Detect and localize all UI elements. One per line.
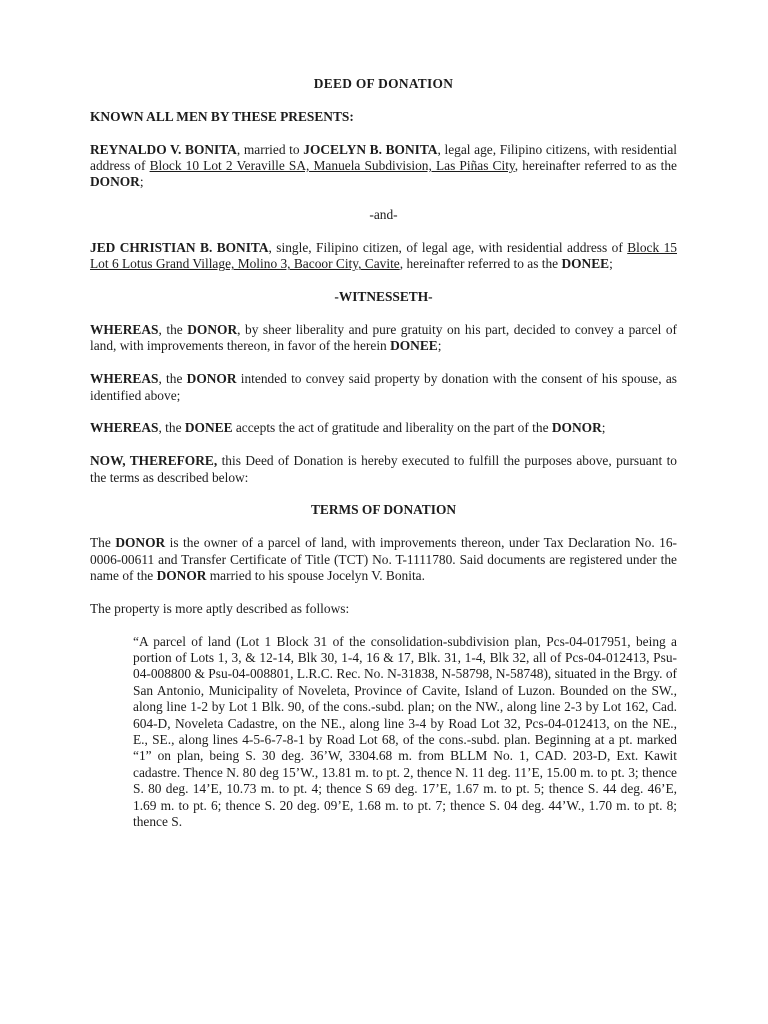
whereas-clause-2 bbox=[90, 371, 677, 404]
text-span: The bbox=[90, 535, 116, 551]
text-span: , the bbox=[158, 322, 188, 337]
donee-address: Block 15 Lot 6 Lotus Grand Village, Molino 3, Bacoor City, Cavite bbox=[90, 240, 677, 272]
donor-term: DONOR bbox=[187, 322, 238, 337]
donee-paragraph bbox=[90, 240, 677, 273]
spouse-name: JOCELYN B. BONITA bbox=[303, 141, 438, 157]
text-span: , the bbox=[158, 420, 185, 436]
document-title: DEED OF DONATION bbox=[313, 76, 454, 91]
text-span: married to his spouse Jocelyn V. Bonita. bbox=[206, 568, 425, 584]
donor-term: DONOR bbox=[156, 568, 207, 584]
text-span: this Deed of Donation is hereby executed to fulfill the purposes above, pursuant to the terms as described below: bbox=[90, 453, 678, 485]
witnesseth-heading: -WITNESSETH- bbox=[334, 289, 433, 305]
donor-term: DONOR bbox=[115, 535, 166, 551]
donor-role: DONOR bbox=[90, 174, 140, 190]
text-span: , single, Filipino citizen, of legal age, with residential address of bbox=[268, 240, 628, 255]
property-intro: The property is more aptly described as follows: bbox=[90, 600, 350, 616]
text-span: ; bbox=[609, 256, 613, 272]
property-description: “A parcel of land (Lot 1 Block 31 of the consolidation-subdivision plan, Pcs-04-017951, being a portion of Lots 1, 3, & 12-14, Blk 30, 1-4, 16 & 17, Blk. 31, 1-4, Blk 32, all of Pcs-04-012413, Psu-04-008800 & Psu-04-008801, L.R.C. Rec. No. N-31838, N-58798, N-58748), situated in the Brgy. of San Antonio, Municipality of Noveleta, Province of Cavite, Island of Luzon. Bounded on the SW., along line 1-2 by Lot 1 Blk. 90, of the cons.-subd. plan; on the NW., along line 2-3 by Lot 162, Cad. 604-D, Noveleta Cadastre, on the NE., along line 3-4 by Road Lot 32, Pcs-04-012413, on the NE., E., SE., along lines 4-5-6-7-8-1 by Road Lot 68, of the cons.-subd. plan. Beginning at a pt. marked “1” on plan, being S. 30 deg. 36’W, 3304.68 m. from BLLM No. 1, CAD. 203-D, Ext. Kawit cadastre. Thence N. 80 deg 15’W., 13.81 m. to pt. 2, thence N. 11 deg. 11’E, 15.00 m. to pt. 3; thence S. 80 deg. 14’E, 10.73 m. to pt. 4; thence S 69 deg. 17’E, 1.67 m. to pt. 5; thence S. 44 deg. 46’E, 1.69 m. to pt. 6; thence S. 20 deg. 09’E, 1.68 m. to pt. 7; thence S. 04 deg. 44’W., 1.70 m. to pt. 8; thence S. bbox=[133, 633, 677, 830]
donee-name: JED CHRISTIAN B. BONITA bbox=[90, 240, 269, 255]
text-span: , the bbox=[158, 371, 187, 387]
terms-heading: TERMS OF DONATION bbox=[310, 502, 457, 518]
text-span: , hereinafter referred to as the bbox=[399, 256, 562, 272]
donee-term: DONEE bbox=[390, 338, 438, 354]
text-span: , married to bbox=[236, 141, 304, 157]
donor-name: REYNALDO V. BONITA bbox=[90, 141, 237, 157]
donor-term: DONOR bbox=[551, 420, 602, 436]
now-therefore-keyword: NOW, THEREFORE, bbox=[90, 453, 218, 469]
and-separator: -and- bbox=[369, 207, 398, 223]
donee-term: DONEE bbox=[184, 420, 233, 436]
donor-term: DONOR bbox=[186, 371, 237, 387]
text-span: ; bbox=[437, 338, 442, 354]
text-span: is the owner of a parcel of land, with improvements thereon, under Tax Declaration No. 16-0006-00611 and Transfer Certificate of Title (TCT) No. T-1111780. Said documents are registered under the name of the bbox=[90, 535, 677, 584]
whereas-clause-3 bbox=[90, 420, 677, 436]
text-span: , by sheer liberality and pure gratuity on his part, decided to convey a parcel of land, with improvements thereon, in favor of the herein bbox=[90, 322, 678, 354]
text-span: ; bbox=[139, 174, 144, 190]
whereas-clause-1 bbox=[90, 322, 677, 355]
whereas-keyword: WHEREAS bbox=[90, 371, 159, 387]
document-body bbox=[90, 76, 677, 847]
donor-paragraph bbox=[90, 142, 677, 191]
text-span: ; bbox=[601, 420, 606, 436]
whereas-keyword: WHEREAS bbox=[90, 322, 159, 337]
text-span: , hereinafter referred to as the bbox=[514, 158, 677, 173]
donee-role: DONEE bbox=[561, 256, 610, 272]
text-span: intended to convey said property by donation with the consent of his spouse, as identified above; bbox=[90, 371, 677, 403]
donor-address: Block 10 Lot 2 Veraville SA, Manuela Subdivision, Las Piñas City bbox=[149, 158, 515, 173]
whereas-keyword: WHEREAS bbox=[90, 420, 159, 436]
known-all-men-heading: KNOWN ALL MEN BY THESE PRESENTS: bbox=[90, 108, 354, 124]
now-therefore-clause bbox=[90, 453, 677, 486]
text-span: , legal age, Filipino citizens, with residential address of bbox=[90, 141, 677, 173]
terms-paragraph bbox=[90, 535, 677, 584]
text-span: accepts the act of gratitude and liberality on the part of the bbox=[232, 420, 552, 436]
